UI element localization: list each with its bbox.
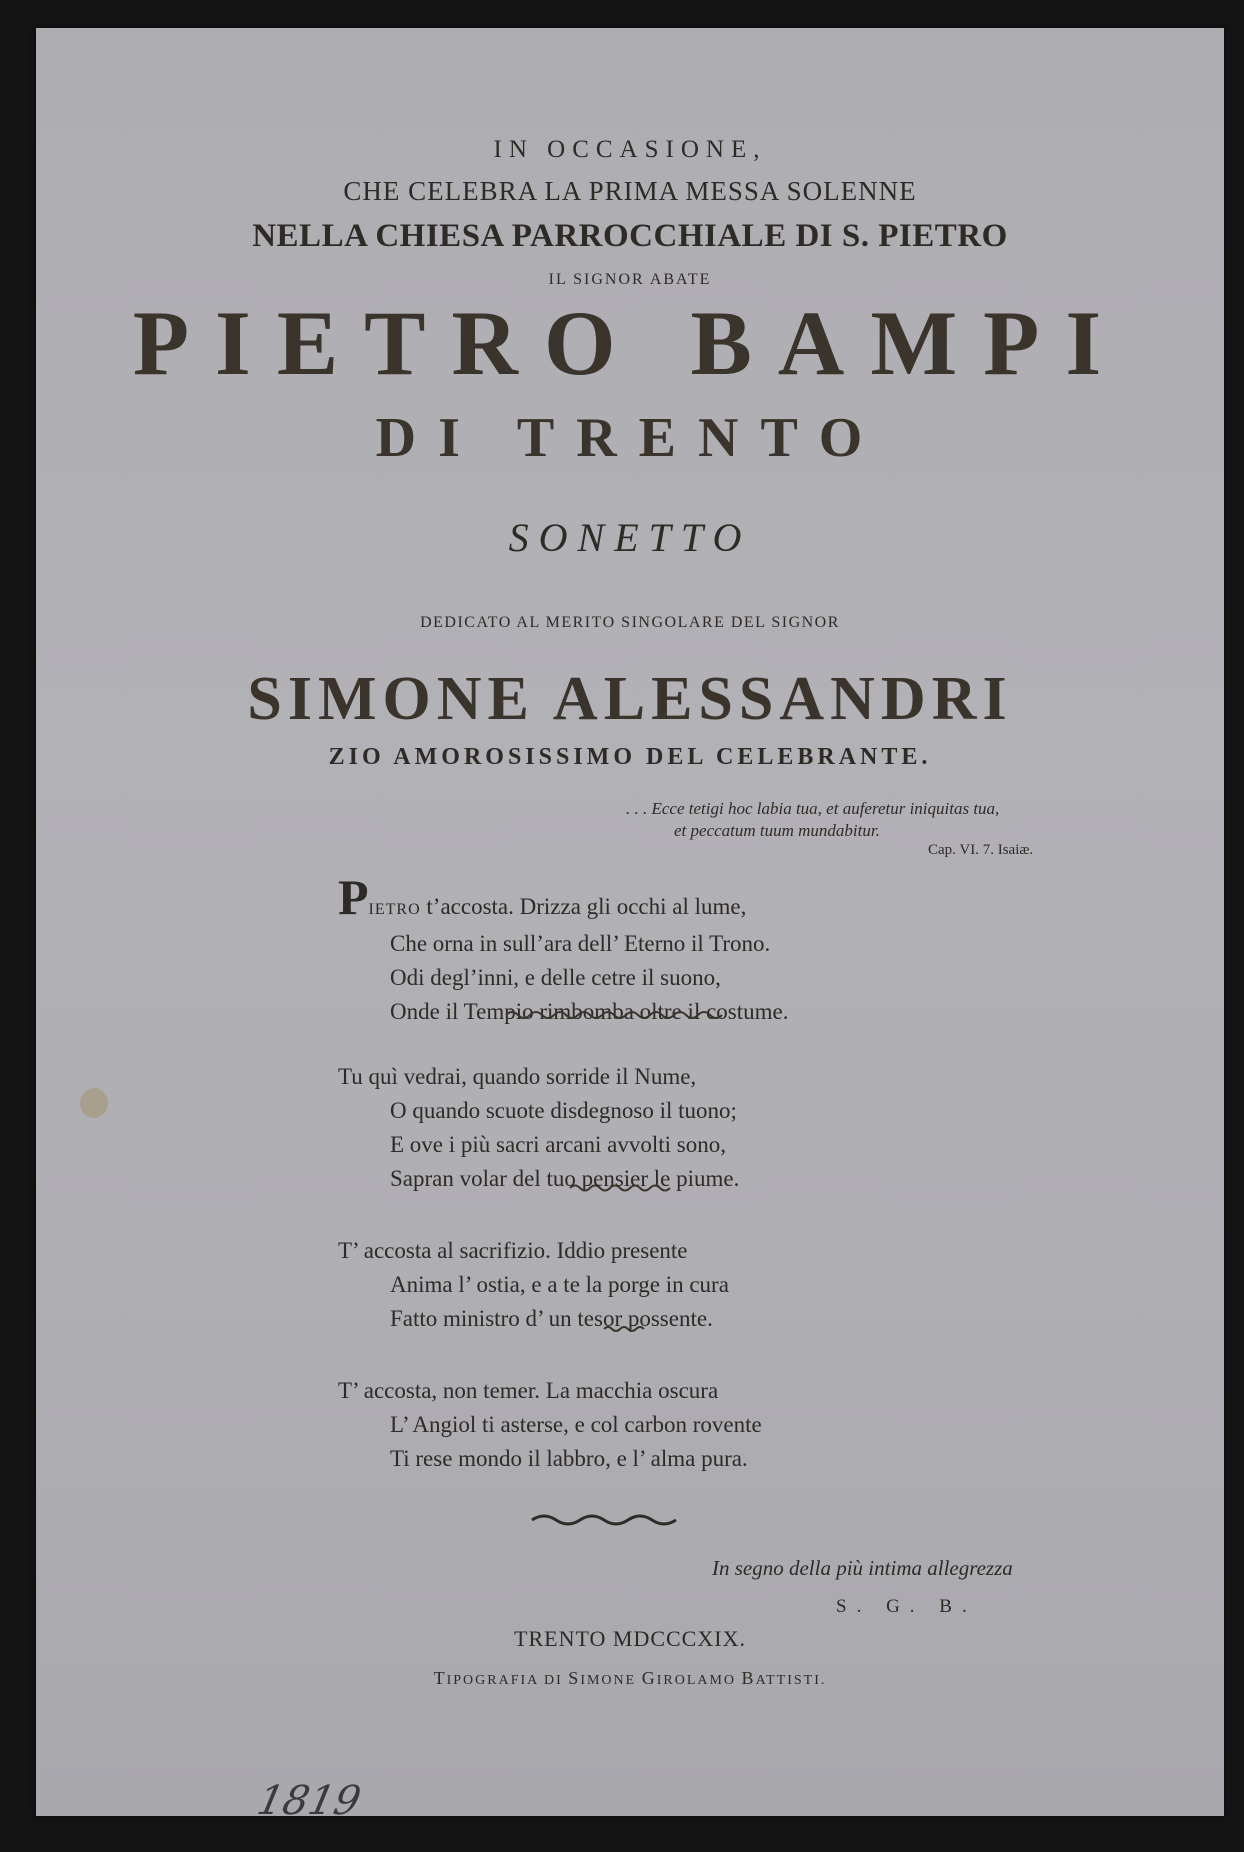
stanza-3 bbox=[338, 1234, 729, 1336]
header-line-3: NELLA CHIESA PARROCCHIALE DI S. PIETRO bbox=[252, 218, 1008, 254]
celebrant-name: PIETRO BAMPI bbox=[132, 292, 1128, 394]
verse-line: T’ accosta al sacrifizio. Iddio presente bbox=[338, 1238, 688, 1263]
wave-ornament bbox=[602, 1324, 652, 1334]
dedicatee-name: SIMONE ALESSANDRI bbox=[247, 665, 1013, 733]
verse-line: Anima l’ ostia, e a te la porge in cura bbox=[390, 1272, 729, 1297]
imprint-printer: TIPOGRAFIA DI SIMONE GIROLAMO BATTISTI. bbox=[433, 1668, 827, 1688]
verse-line: Tu quì vedrai, quando sorride il Nume, bbox=[338, 1064, 697, 1089]
swash-ornament bbox=[530, 1512, 682, 1526]
header-line-4: IL SIGNOR ABATE bbox=[548, 271, 712, 288]
epigraph-line-1: . . . Ecce tetigi hoc labia tua, et auferetur iniquitas tua, bbox=[626, 799, 1000, 818]
header-line-1: IN OCCASIONE, bbox=[493, 136, 767, 163]
document-sheet bbox=[36, 28, 1224, 1824]
epigraph bbox=[626, 798, 999, 842]
verse-line: Ti rese mondo il labbro, e l’ alma pura. bbox=[390, 1446, 748, 1471]
verse-line: Che orna in sull’ara dell’ Eterno il Trono. bbox=[390, 931, 771, 956]
wave-ornament bbox=[504, 1008, 730, 1022]
handwritten-year: 1819 bbox=[253, 1778, 365, 1824]
stanza-4 bbox=[338, 1374, 762, 1476]
verse-text: t’accosta. Drizza gli occhi al lume, bbox=[420, 894, 747, 919]
dedication-line: DEDICATO AL MERITO SINGOLARE DEL SIGNOR bbox=[420, 614, 840, 631]
stanza-2 bbox=[338, 1060, 739, 1196]
verse-line: E ove i più sacri arcani avvolti sono, bbox=[390, 1132, 726, 1157]
verse-line: L’ Angiol ti asterse, e col carbon rovente bbox=[390, 1412, 762, 1437]
verse-line bbox=[338, 869, 788, 927]
epigraph-line-2: et peccatum tuum mundabitur. bbox=[674, 821, 880, 840]
drop-cap: P bbox=[338, 869, 369, 925]
celebrant-origin: DI TRENTO bbox=[375, 407, 885, 469]
first-word: IETRO bbox=[368, 901, 421, 918]
wave-ornament bbox=[568, 1182, 674, 1194]
verse-line: O quando scuote disdegnoso il tuono; bbox=[390, 1098, 737, 1123]
closing-line: In segno della più intima allegrezza bbox=[712, 1556, 1013, 1580]
imprint-place-date: TRENTO MDCCCXIX. bbox=[514, 1626, 746, 1651]
verse-line: Odi degl’inni, e delle cetre il suono, bbox=[390, 965, 721, 990]
dedicatee-relation: ZIO AMOROSISSIMO DEL CELEBRANTE. bbox=[328, 744, 932, 770]
verse-line: Fatto ministro d’ un tesor possente. bbox=[390, 1306, 713, 1331]
genre-title: SONETTO bbox=[508, 515, 752, 560]
epigraph-citation: Cap. VI. 7. Isaiæ. bbox=[928, 842, 1034, 858]
paper-stain bbox=[80, 1088, 108, 1118]
verse-line: Onde il Tempio rimbomba oltre il costume. bbox=[390, 999, 789, 1024]
verse-line: Sapran volar del tuo pensier le piume. bbox=[390, 1166, 740, 1191]
stanza-1 bbox=[338, 869, 789, 1029]
author-initials: S. G. B. bbox=[836, 1596, 977, 1617]
header-line-2: CHE CELEBRA LA PRIMA MESSA SOLENNE bbox=[343, 176, 917, 206]
verse-line: T’ accosta, non temer. La macchia oscura bbox=[338, 1378, 719, 1403]
